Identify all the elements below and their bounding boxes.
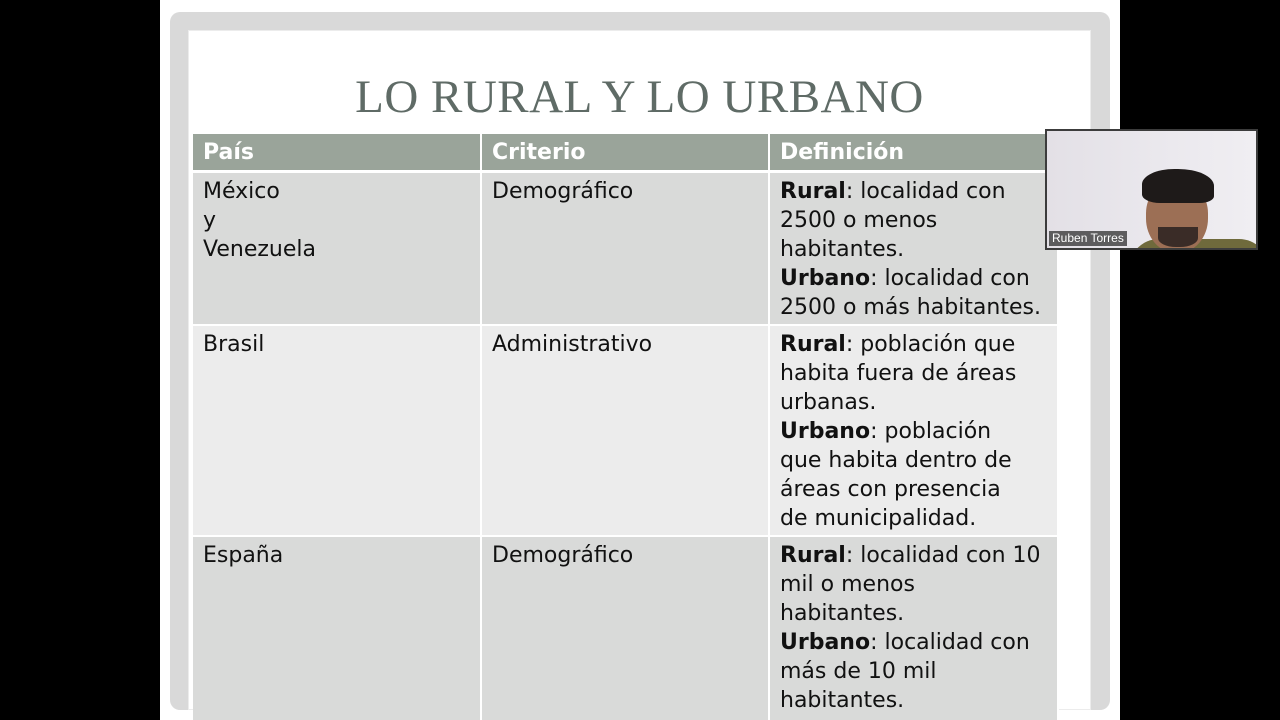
definition-line: 2500 o menos — [780, 207, 938, 233]
definition-line: de municipalidad. — [780, 506, 977, 531]
definition-line: 2500 o más habitantes. — [780, 294, 1041, 320]
definition-line: habitantes. — [780, 601, 905, 626]
cell-definicion — [769, 171, 1058, 325]
definition-line — [780, 541, 1047, 570]
definition-text: : localidad con 10 — [845, 543, 1041, 568]
definition-text: : población que — [845, 332, 1016, 357]
table-row — [193, 325, 1058, 536]
definition-line — [780, 417, 1047, 446]
definition-text: : localidad con — [870, 630, 1030, 655]
header-definicion: Definición — [769, 134, 1058, 171]
participant-video-tile[interactable] — [1045, 129, 1258, 250]
definition-line: habitantes. — [780, 236, 905, 262]
participant-beard — [1158, 227, 1198, 247]
definition-line: más de 10 mil — [780, 659, 937, 684]
rural-term: Rural — [780, 543, 846, 568]
cell-definicion — [769, 325, 1058, 536]
pais-line: Venezuela — [203, 236, 316, 262]
participant-name-label: Ruben Torres — [1049, 231, 1127, 246]
definition-line: habita fuera de áreas — [780, 361, 1017, 386]
definition-text: : localidad con — [870, 265, 1030, 291]
definition-text: : localidad con — [845, 178, 1006, 204]
table-row — [193, 171, 1058, 325]
header-criterio: Criterio — [481, 134, 769, 171]
definition-line: áreas con presencia — [780, 477, 1001, 502]
cell-definicion — [769, 536, 1058, 720]
rural-urban-table — [193, 134, 1059, 720]
cell-criterio — [481, 171, 769, 325]
definition-line: urbanas. — [780, 390, 877, 415]
pais-line: Brasil — [203, 332, 265, 357]
definition-text: : población — [870, 419, 992, 444]
slide-title: LO RURAL Y LO URBANO — [355, 71, 924, 123]
table-header-row — [193, 134, 1058, 171]
definition-line — [780, 177, 1047, 206]
criterio-text: Demográfico — [492, 543, 634, 568]
cell-criterio — [481, 325, 769, 536]
pais-line: España — [203, 543, 284, 568]
definition-line: que habita dentro de — [780, 448, 1012, 473]
cell-criterio — [481, 536, 769, 720]
criterio-text: Demográfico — [492, 178, 634, 204]
cell-pais — [193, 536, 481, 720]
rural-term: Rural — [780, 178, 846, 204]
rural-term: Rural — [780, 332, 846, 357]
cell-pais — [193, 325, 481, 536]
definition-line — [780, 330, 1047, 359]
urbano-term: Urbano — [780, 630, 871, 655]
participant-hair — [1142, 169, 1214, 203]
definition-line — [780, 264, 1047, 293]
criterio-text: Administrativo — [492, 332, 653, 357]
pais-line: México — [203, 178, 280, 204]
header-pais: País — [193, 134, 481, 171]
urbano-term: Urbano — [780, 265, 871, 291]
table-row — [193, 536, 1058, 720]
urbano-term: Urbano — [780, 419, 871, 444]
definition-line: mil o menos — [780, 572, 915, 597]
pais-line: y — [203, 207, 217, 233]
cell-pais — [193, 171, 481, 325]
definition-line — [780, 628, 1047, 657]
definition-line: habitantes. — [780, 688, 905, 713]
